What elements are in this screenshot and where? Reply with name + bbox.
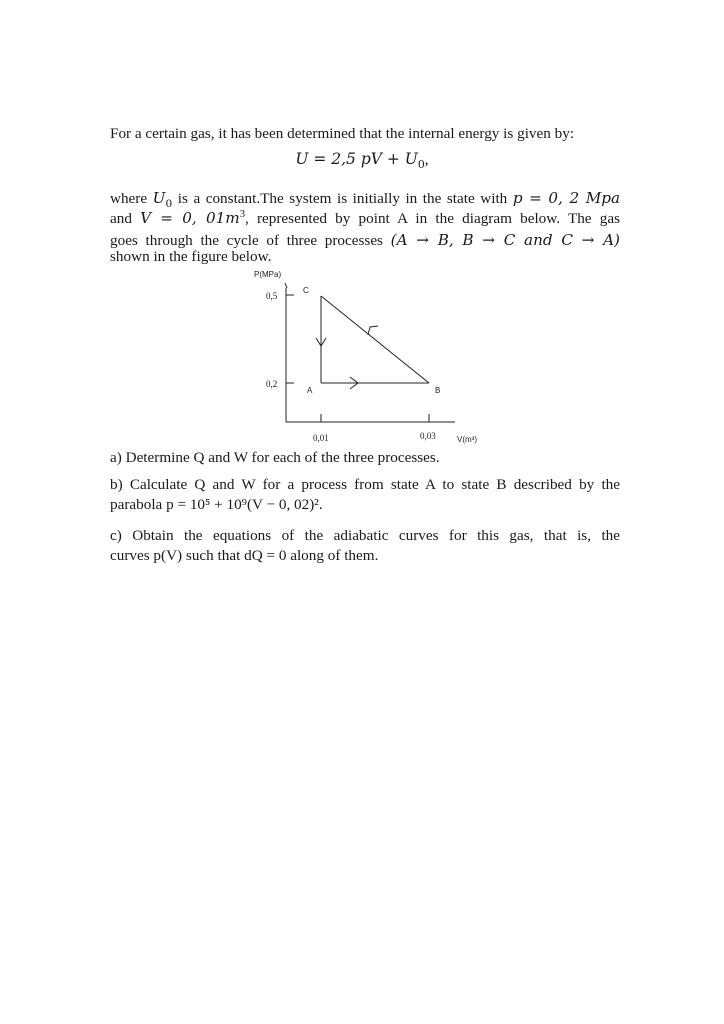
- state-description-line4: shown in the figure below.: [110, 248, 272, 265]
- y-tick-label-top: 0,5: [266, 291, 278, 301]
- equation-main: U = 2,5 pV + U: [295, 150, 418, 168]
- x-tick-label-left: 0,01: [313, 433, 329, 443]
- segment-bc: [321, 296, 429, 383]
- question-b-line1: b) Calculate Q and W for a process from state A to state B described by the: [110, 476, 620, 493]
- x-tick-label-right: 0,03: [420, 431, 436, 441]
- question-b-line2: parabola p = 10⁵ + 10⁹(V − 0, 02)².: [110, 496, 323, 513]
- question-c-line1: c) Obtain the equations of the adiabatic curves for this gas, that is, the: [110, 527, 620, 544]
- equation-end: ,: [424, 151, 429, 168]
- line2-rest: , represented by point A in the diagram below. The gas: [245, 210, 620, 227]
- intro-text: For a certain gas, it has been determined that the internal energy is given by:: [110, 125, 575, 142]
- pressure-value: p = 0, 2 Mpa: [512, 189, 621, 207]
- volume-value: V = 0, 01m: [140, 209, 240, 227]
- y-axis-label: P(MPa): [254, 270, 282, 279]
- where-word: where: [110, 190, 148, 207]
- state-description-line1: [110, 188, 620, 209]
- equation-subscript: 0: [417, 158, 425, 172]
- point-a-label: A: [307, 386, 313, 395]
- volume-exponent: 3: [239, 208, 245, 220]
- arrow-down-ca: [316, 338, 326, 346]
- internal-energy-equation: [0, 150, 724, 172]
- y-axis-arrow-tick: [285, 283, 287, 288]
- u0-subscript: 0: [165, 197, 173, 211]
- process-list: (A → B, B → C and C → A): [390, 231, 620, 249]
- question-c-line2: curves p(V) such that dQ = 0 along of them.: [110, 547, 379, 564]
- arrow-right-ab: [350, 377, 358, 389]
- and-word: and: [110, 210, 132, 227]
- line1-rest: is a constant.The system is initially in the state with: [177, 190, 508, 207]
- point-b-label: B: [435, 386, 441, 395]
- point-c-label: C: [303, 286, 309, 295]
- u0-symbol: U: [152, 189, 166, 207]
- y-tick-label-bottom: 0,2: [266, 379, 278, 389]
- state-description-line2: [110, 208, 620, 229]
- arrow-bc: [368, 326, 378, 335]
- question-a: a) Determine Q and W for each of the three processes.: [110, 449, 440, 466]
- x-axis-label: V(m³): [457, 435, 477, 444]
- line3-text: goes through the cycle of three processes: [110, 232, 383, 249]
